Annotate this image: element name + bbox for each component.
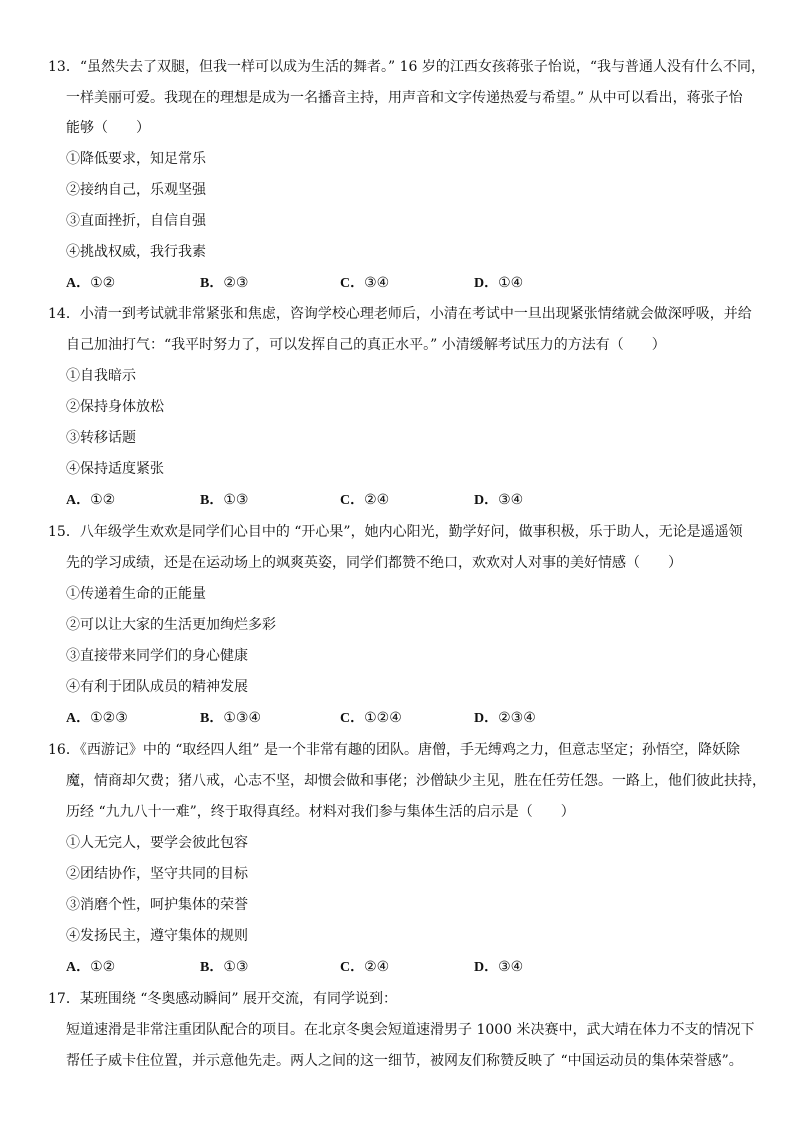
option-b[interactable] bbox=[200, 708, 261, 729]
statement-item: ③转移话题 bbox=[66, 430, 136, 446]
option-letter: D． bbox=[474, 493, 499, 508]
option-a[interactable] bbox=[66, 490, 115, 511]
question-material-line: 帮任子威卡住位置，并示意他先走。两人之间的这一细节，被网友们称赞反映了 “中国运动员的集体荣誉感”。 bbox=[66, 1053, 743, 1069]
answer-options bbox=[66, 708, 666, 728]
option-d[interactable] bbox=[474, 957, 523, 978]
answer-options bbox=[66, 273, 666, 293]
statement-item: ②保持身体放松 bbox=[66, 399, 164, 415]
statement-item: ③消磨个性，呵护集体的荣誉 bbox=[66, 897, 248, 913]
option-a[interactable] bbox=[66, 957, 115, 978]
option-choices: ①②③ bbox=[90, 710, 128, 726]
question-stem-line: 魔，情商却欠费；猪八戒，心志不坚，却惯会做和事佬；沙僧缺少主见，胜在任劳任怨。一路上，他们彼此扶持， bbox=[66, 773, 766, 789]
question-stem-line: 自己加油打气：“我平时努力了，可以发挥自己的真正水平。” 小清缓解考试压力的方法有（ ） bbox=[66, 337, 666, 353]
question-stem-line: 15．八年级学生欢欢是同学们心目中的 “开心果”，她内心阳光，勤学好问，做事积极，乐于助人，无论是遥遥领 bbox=[48, 524, 743, 540]
option-letter: D． bbox=[474, 276, 499, 291]
option-letter: C． bbox=[340, 711, 365, 726]
option-letter: A． bbox=[66, 960, 91, 975]
statement-item: ④保持适度紧张 bbox=[66, 461, 164, 477]
option-c[interactable] bbox=[340, 273, 389, 294]
statement-item: ②可以让大家的生活更加绚烂多彩 bbox=[66, 617, 276, 633]
option-letter: D． bbox=[474, 711, 499, 726]
option-letter: B． bbox=[200, 711, 224, 726]
option-letter: A． bbox=[66, 711, 91, 726]
option-c[interactable] bbox=[340, 957, 389, 978]
option-d[interactable] bbox=[474, 708, 536, 729]
question-stem-line: 14．小清一到考试就非常紧张和焦虑，咨询学校心理老师后，小清在考试中一旦出现紧张情绪就会做深呼吸，并给 bbox=[48, 306, 752, 322]
option-choices: ①③ bbox=[223, 492, 249, 508]
option-b[interactable] bbox=[200, 490, 248, 511]
option-choices: ②④ bbox=[364, 959, 390, 975]
option-choices: ①② bbox=[90, 959, 116, 975]
option-choices: ①③ bbox=[223, 959, 249, 975]
question-stem-line: 一样美丽可爱。我现在的理想是成为一名播音主持，用声音和文字传递热爱与希望。” 从中可以看出，蒋张子怡 bbox=[66, 90, 743, 106]
statement-item: ④挑战权威，我行我素 bbox=[66, 244, 206, 260]
option-c[interactable] bbox=[340, 708, 402, 729]
question-stem-line: 历经 “九九八十一难”，终于取得真经。材料对我们参与集体生活的启示是（ ） bbox=[66, 804, 575, 820]
option-letter: A． bbox=[66, 276, 91, 291]
question-material-line: 短道速滑是非常注重团队配合的项目。在北京冬奥会短道速滑男子 1000 米决赛中，武大靖在体力不支的情况下 bbox=[66, 1022, 755, 1038]
option-choices: ②③ bbox=[223, 275, 249, 291]
question-stem-line: 13．“虽然失去了双腿，但我一样可以成为生活的舞者。” 16 岁的江西女孩蒋张子怡说，“我与普通人没有什么不同， bbox=[48, 59, 765, 75]
question-stem-line: 17．某班围绕 “冬奥感动瞬间” 展开交流，有同学说到： bbox=[48, 991, 398, 1007]
option-choices: ③④ bbox=[498, 492, 524, 508]
option-choices: ①④ bbox=[498, 275, 524, 291]
statement-item: ③直面挫折，自信自强 bbox=[66, 213, 206, 229]
option-letter: B． bbox=[200, 960, 224, 975]
option-choices: ①②④ bbox=[364, 710, 402, 726]
option-choices: ③④ bbox=[498, 959, 524, 975]
option-a[interactable] bbox=[66, 273, 115, 294]
statement-item: ①传递着生命的正能量 bbox=[66, 586, 206, 602]
option-d[interactable] bbox=[474, 490, 523, 511]
option-c[interactable] bbox=[340, 490, 389, 511]
option-a[interactable] bbox=[66, 708, 128, 729]
statement-item: ②接纳自己，乐观坚强 bbox=[66, 182, 206, 198]
question-stem-line: 能够（ ） bbox=[66, 120, 150, 136]
option-letter: C． bbox=[340, 960, 365, 975]
question-stem-line: 16．《西游记》中的 “取经四人组” 是一个非常有趣的团队。唐僧，手无缚鸡之力，但意志坚定；孙悟空，降妖除 bbox=[48, 742, 741, 758]
option-b[interactable] bbox=[200, 957, 248, 978]
option-choices: ①② bbox=[90, 275, 116, 291]
option-choices: ②③④ bbox=[498, 710, 536, 726]
statement-item: ④有利于团队成员的精神发展 bbox=[66, 679, 248, 695]
option-letter: D． bbox=[474, 960, 499, 975]
option-b[interactable] bbox=[200, 273, 248, 294]
option-choices: ③④ bbox=[364, 275, 390, 291]
statement-item: ①降低要求，知足常乐 bbox=[66, 151, 206, 167]
option-choices: ②④ bbox=[364, 492, 390, 508]
option-choices: ①③④ bbox=[223, 710, 261, 726]
option-letter: C． bbox=[340, 493, 365, 508]
option-letter: A． bbox=[66, 493, 91, 508]
option-letter: C． bbox=[340, 276, 365, 291]
statement-item: ②团结协作，坚守共同的目标 bbox=[66, 866, 248, 882]
statement-item: ③直接带来同学们的身心健康 bbox=[66, 648, 248, 664]
answer-options bbox=[66, 490, 666, 510]
statement-item: ④发扬民主，遵守集体的规则 bbox=[66, 928, 248, 944]
option-letter: B． bbox=[200, 276, 224, 291]
statement-item: ①自我暗示 bbox=[66, 368, 136, 384]
option-d[interactable] bbox=[474, 273, 523, 294]
question-stem-line: 先的学习成绩，还是在运动场上的飒爽英姿，同学们都赞不绝口，欢欢对人对事的美好情感（ ） bbox=[66, 555, 682, 571]
statement-item: ①人无完人，要学会彼此包容 bbox=[66, 835, 248, 851]
answer-options bbox=[66, 957, 666, 977]
option-choices: ①② bbox=[90, 492, 116, 508]
option-letter: B． bbox=[200, 493, 224, 508]
